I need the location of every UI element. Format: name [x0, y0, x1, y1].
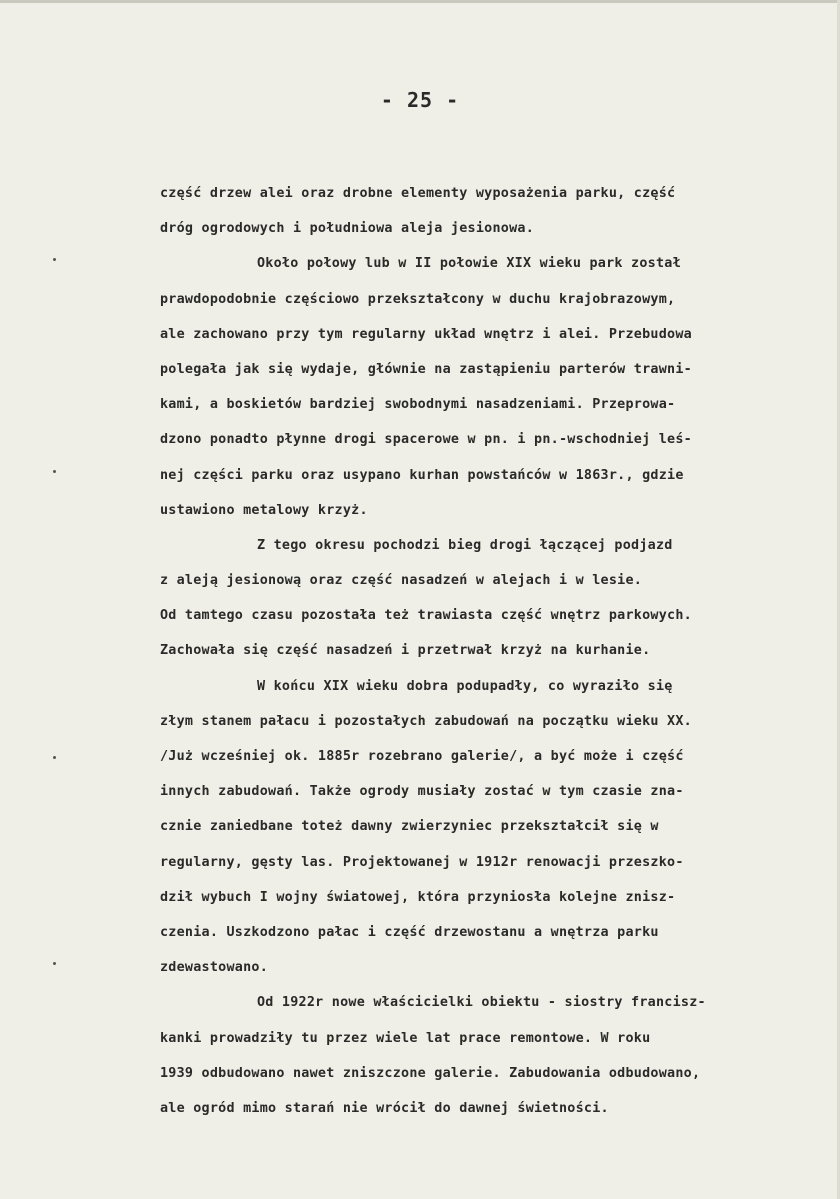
- text-line: 1939 odbudowano nawet zniszczone galerie. Zabudowania odbudowano,: [160, 1065, 701, 1081]
- margin-dot: [53, 470, 56, 473]
- text-line: kanki prowadziły tu przez wiele lat prace remontowe. W roku: [160, 1030, 651, 1046]
- text-line: Od 1922r nowe właścicielki obiektu - siostry francisz-: [257, 995, 706, 1011]
- text-line: zdewastowano.: [160, 960, 269, 976]
- page-number: - 25 -: [380, 88, 460, 112]
- text-line: innych zabudowań. Także ogrody musiały zostać w tym czasie zna-: [160, 784, 684, 800]
- text-line: ustawiono metalowy krzyż.: [160, 502, 368, 518]
- text-line: dzono ponadto płynne drogi spacerowe w pn. i pn.-wschodniej leś-: [160, 432, 692, 448]
- margin-dot: [53, 756, 56, 759]
- text-line: Od tamtego czasu pozostała też trawiasta część wnętrz parkowych.: [160, 608, 692, 624]
- text-line: ale ogród mimo starań nie wrócił do dawnej świetności.: [160, 1100, 609, 1116]
- text-line: /Już wcześniej ok. 1885r rozebrano galerie/, a być może i część: [160, 749, 684, 764]
- text-line: złym stanem pałacu i pozostałych zabudowań na początku wieku XX.: [160, 713, 692, 729]
- text-line: Z tego okresu pochodzi bieg drogi łączącej podjazd: [257, 537, 673, 553]
- margin-dot: [53, 962, 56, 965]
- typed-text-body: [160, 176, 840, 1126]
- text-line: nej części parku oraz usypano kurhan powstańców w 1863r., gdzie: [160, 467, 684, 483]
- text-line: dróg ogrodowych i południowa aleja jesionowa.: [160, 221, 535, 237]
- text-line: Zachowała się część nasadzeń i przetrwał krzyż na kurhanie.: [160, 643, 651, 659]
- text-line: kami, a boskietów bardziej swobodnymi nasadzeniami. Przeprowa-: [160, 397, 676, 413]
- margin-dot: [53, 258, 56, 261]
- text-line: część drzew alei oraz drobne elementy wyposażenia parku, część: [160, 186, 676, 201]
- text-line: cznie zaniedbane toteż dawny zwierzyniec przekształcił się w: [160, 819, 659, 835]
- text-line: polegała jak się wydaje, głównie na zastąpieniu parterów trawni-: [160, 361, 692, 377]
- text-line: ale zachowano przy tym regularny układ wnętrz i alei. Przebudowa: [160, 326, 692, 342]
- page-top-edge: [0, 0, 840, 3]
- text-line: czenia. Uszkodzono pałac i część drzewostanu a wnętrza parku: [160, 924, 659, 940]
- text-line: regularny, gęsty las. Projektowanej w 1912r renowacji przeszko-: [160, 854, 684, 870]
- text-line: Około połowy lub w II połowie XIX wieku park został: [257, 256, 681, 272]
- text-line: dził wybuch I wojny światowej, która przyniosła kolejne znisz-: [160, 889, 676, 905]
- text-line: z aleją jesionową oraz część nasadzeń w alejach i w lesie.: [160, 573, 643, 589]
- text-line: prawdopodobnie częściowo przekształcony w duchu krajobrazowym,: [160, 291, 676, 307]
- text-line: W końcu XIX wieku dobra podupadły, co wyraziło się: [257, 678, 673, 694]
